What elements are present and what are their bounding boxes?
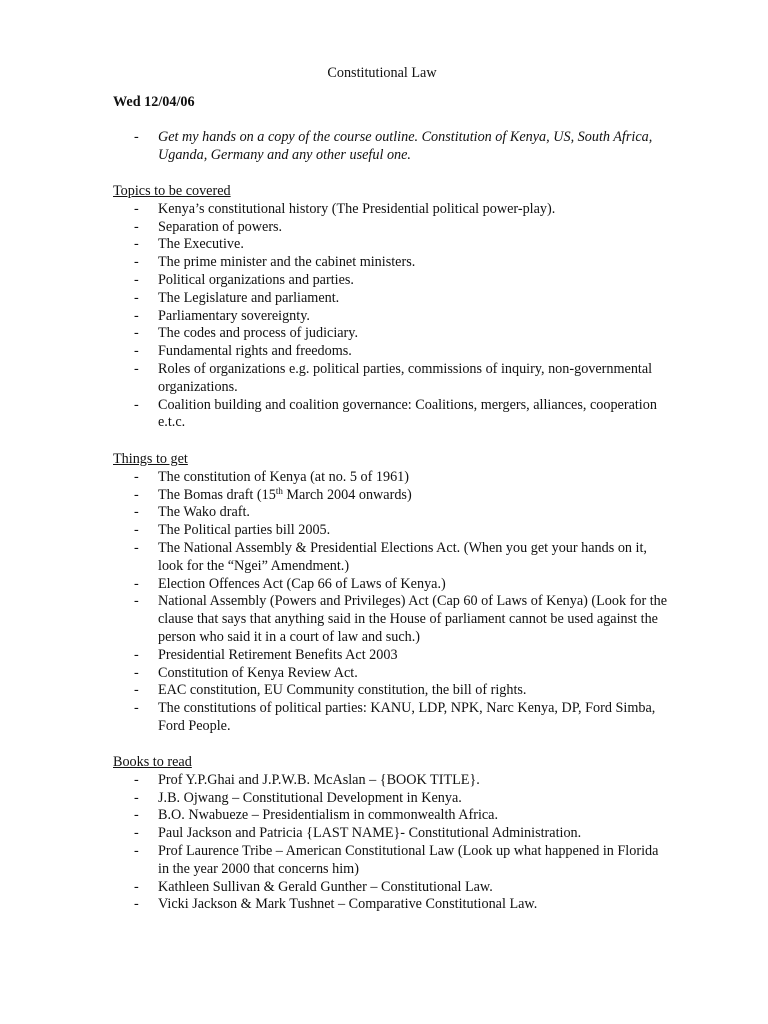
bullet-dash: - xyxy=(134,575,139,592)
bullet-dash: - xyxy=(134,289,139,306)
bullet-dash: - xyxy=(134,236,139,253)
list-item xyxy=(113,236,668,254)
document-title: Constitutional Law xyxy=(327,65,437,81)
topic-item: Kenya’s constitutional history (The Presidential political power-play). xyxy=(158,200,556,217)
thing-item-lead: The Bomas draft (15 xyxy=(158,486,276,503)
book-item: B.O. Nwabueze – Presidentialism in commonwealth Africa. xyxy=(158,807,499,824)
list-item xyxy=(113,254,668,272)
thing-item: The Wako draft. xyxy=(158,504,250,521)
list-item xyxy=(113,896,668,914)
bullet-dash: - xyxy=(134,807,139,824)
bullet-dash: - xyxy=(134,682,139,699)
bullet-dash: - xyxy=(134,789,139,806)
bullet-dash: - xyxy=(134,878,139,895)
bullet-dash: - xyxy=(134,200,139,217)
list-item xyxy=(113,469,668,487)
things-list xyxy=(113,469,668,736)
list-item xyxy=(113,700,668,736)
list-item xyxy=(113,522,668,540)
bullet-dash: - xyxy=(134,218,139,235)
thing-item: EAC constitution, EU Community constitution, the bill of rights. xyxy=(158,682,527,699)
list-item xyxy=(113,361,668,397)
list-item xyxy=(113,397,668,433)
topic-item: Parliamentary sovereignty. xyxy=(158,307,310,324)
list-item xyxy=(113,825,668,843)
books-heading: Books to read xyxy=(113,754,192,770)
bullet-dash: - xyxy=(134,700,139,717)
thing-item: National Assembly (Powers and Privileges) Act (Cap 60 of Laws of Kenya) (Look for the clause that says that anything said in the House of parliament cannot be used against the person who said it in a court of law and such.) xyxy=(158,593,668,645)
list-item xyxy=(113,504,668,522)
bullet-dash: - xyxy=(134,360,139,377)
thing-item: The constitution of Kenya (at no. 5 of 1961) xyxy=(158,468,409,485)
list-item xyxy=(113,647,668,665)
list-item xyxy=(113,593,668,646)
bullet-dash: - xyxy=(134,325,139,342)
book-item: Prof Y.P.Ghai and J.P.W.B. McAslan – {BOOK TITLE}. xyxy=(158,771,480,788)
thing-item: The Political parties bill 2005. xyxy=(158,522,331,539)
bullet-dash: - xyxy=(134,771,139,788)
book-item: J.B. Ojwang – Constitutional Development in Kenya. xyxy=(158,789,462,806)
list-item xyxy=(113,308,668,326)
thing-item: The constitutions of political parties: KANU, LDP, NPK, Narc Kenya, DP, Ford Simba, Ford People. xyxy=(158,700,656,734)
bullet-dash: - xyxy=(134,271,139,288)
list-item xyxy=(113,843,668,879)
topics-list xyxy=(113,201,668,432)
bullet-dash: - xyxy=(134,396,139,413)
bullet-dash: - xyxy=(134,343,139,360)
topics-section xyxy=(113,183,668,432)
intro-list xyxy=(113,129,658,165)
topic-item: The codes and process of judiciary. xyxy=(158,325,358,342)
topic-item: Fundamental rights and freedoms. xyxy=(158,343,352,360)
thing-item xyxy=(158,487,412,503)
bullet-dash: - xyxy=(134,307,139,324)
list-item xyxy=(113,879,668,897)
list-item xyxy=(113,201,668,219)
topic-item: Separation of powers. xyxy=(158,218,283,235)
list-item xyxy=(113,290,668,308)
things-section xyxy=(113,451,668,736)
thing-item: Constitution of Kenya Review Act. xyxy=(158,664,358,681)
books-list xyxy=(113,772,668,914)
bullet-dash: - xyxy=(134,842,139,859)
thing-item: Presidential Retirement Benefits Act 2003 xyxy=(158,646,398,663)
list-item xyxy=(113,325,668,343)
bullet-dash: - xyxy=(134,646,139,663)
thing-item: The National Assembly & Presidential Elections Act. (When you get your hands on it, look for the “Ngei” Amendment.) xyxy=(158,539,647,574)
bullet-dash: - xyxy=(134,486,139,503)
bullet-dash: - xyxy=(134,468,139,485)
document-date: Wed 12/04/06 xyxy=(113,94,195,110)
thing-item: Election Offences Act (Cap 66 of Laws of Kenya.) xyxy=(158,575,446,592)
intro-note: Get my hands on a copy of the course outline. Constitution of Kenya, US, South Africa, Uganda, Germany and any other useful one. xyxy=(158,129,653,163)
topic-item: Political organizations and parties. xyxy=(158,271,354,288)
list-item xyxy=(113,772,668,790)
bullet-dash: - xyxy=(134,522,139,539)
bullet-dash: - xyxy=(134,129,139,145)
topic-item: Roles of organizations e.g. political parties, commissions of inquiry, non-governmental organizations. xyxy=(158,360,653,395)
topic-item: The Executive. xyxy=(158,236,244,253)
book-item: Paul Jackson and Patricia {LAST NAME}- Constitutional Administration. xyxy=(158,825,582,842)
bullet-dash: - xyxy=(134,593,139,610)
list-item xyxy=(113,682,668,700)
topics-heading: Topics to be covered xyxy=(113,183,231,199)
thing-item-tail: March 2004 onwards) xyxy=(282,486,412,503)
list-item xyxy=(113,219,668,237)
list-item xyxy=(113,487,668,505)
bullet-dash: - xyxy=(134,896,139,913)
books-section xyxy=(113,754,668,914)
topic-item: Coalition building and coalition governance: Coalitions, mergers, alliances, cooperation e.t.c. xyxy=(158,396,657,431)
bullet-dash: - xyxy=(134,504,139,521)
bullet-dash: - xyxy=(134,254,139,271)
topic-item: The Legislature and parliament. xyxy=(158,289,340,306)
topic-item: The prime minister and the cabinet ministers. xyxy=(158,254,416,271)
list-item xyxy=(113,540,668,576)
list-item xyxy=(113,272,668,290)
bullet-dash: - xyxy=(134,539,139,556)
bullet-dash: - xyxy=(134,664,139,681)
list-item xyxy=(113,576,668,594)
list-item xyxy=(113,807,668,825)
book-item: Prof Laurence Tribe – American Constitutional Law (Look up what happened in Florida in the year 2000 that concerns him) xyxy=(158,842,659,877)
book-item: Kathleen Sullivan & Gerald Gunther – Constitutional Law. xyxy=(158,878,493,895)
list-item xyxy=(113,665,668,683)
things-heading: Things to get xyxy=(113,451,188,467)
ordinal-suffix: th xyxy=(275,485,283,496)
bullet-dash: - xyxy=(134,825,139,842)
list-item xyxy=(113,129,658,165)
book-item: Vicki Jackson & Mark Tushnet – Comparative Constitutional Law. xyxy=(158,896,538,913)
list-item xyxy=(113,343,668,361)
list-item xyxy=(113,790,668,808)
